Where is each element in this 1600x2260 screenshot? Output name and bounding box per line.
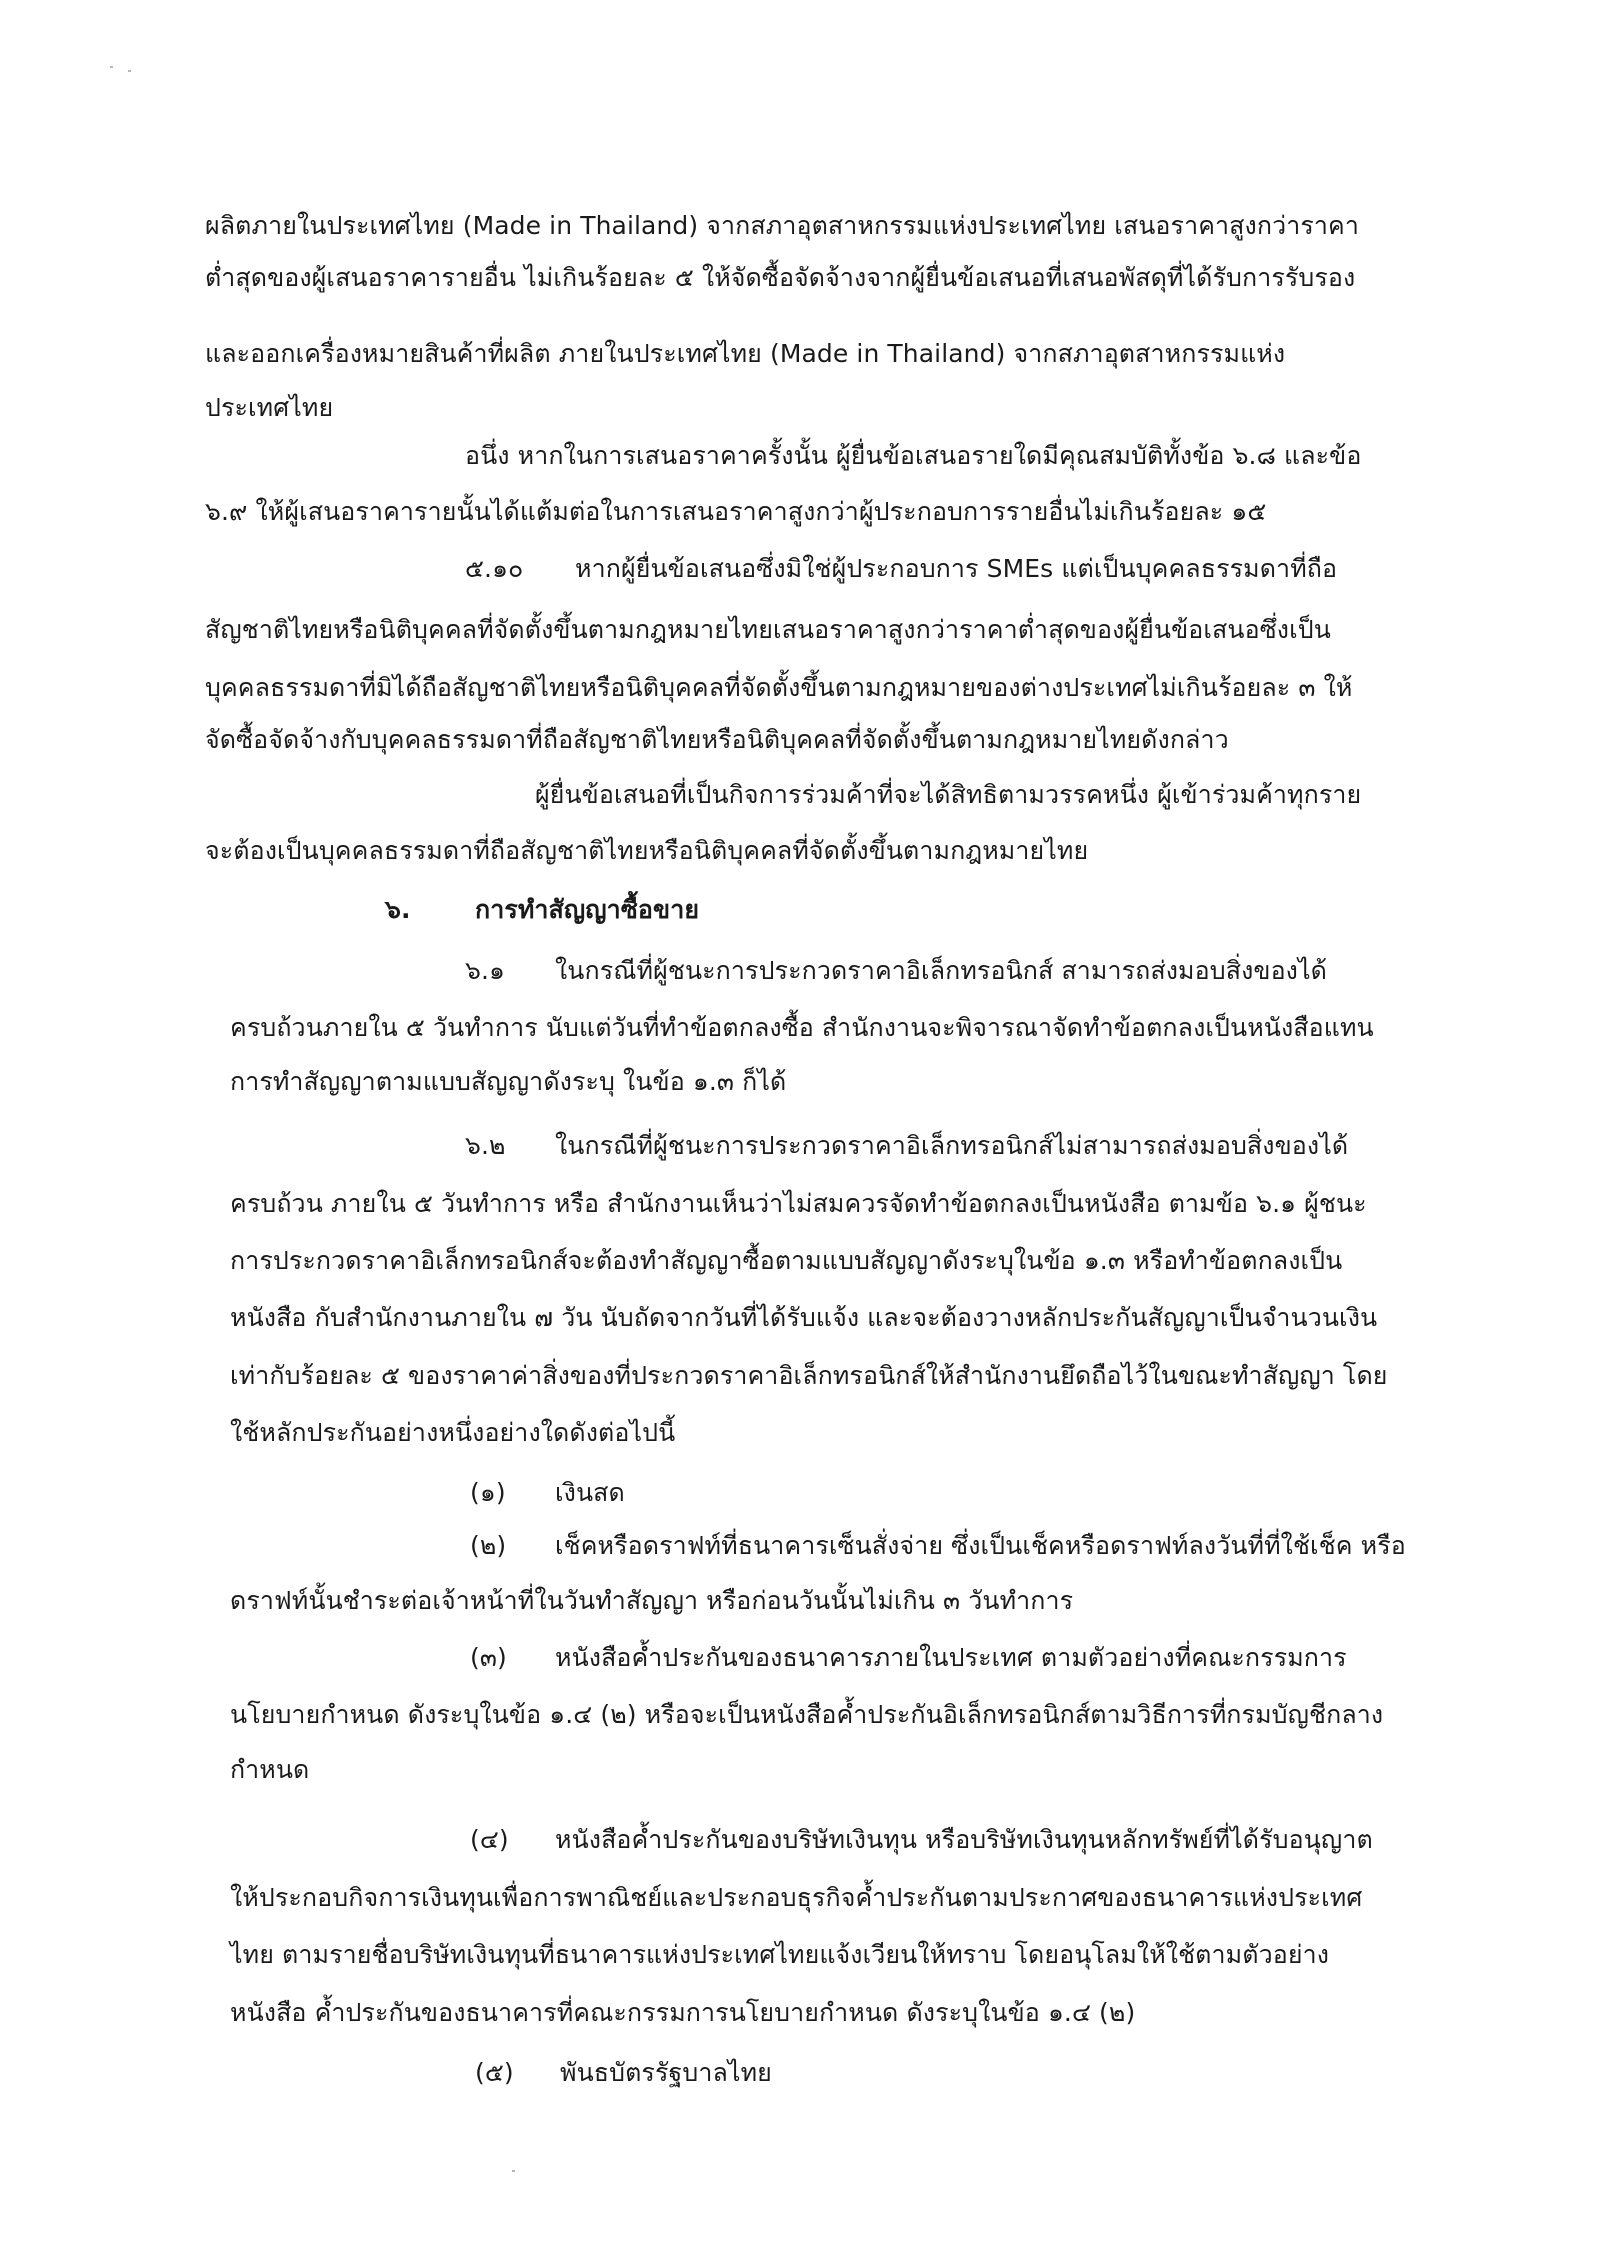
paragraph-line: ครบถ้วน ภายใน ๕ วันทำการ หรือ สำนักงานเห็นว่าไม่สมควรจัดทำข้อตกลงเป็นหนังสือ ตามข้อ ๖.๑ ผู้ชนะ	[230, 1189, 1367, 1218]
option-number: (๓)	[470, 1643, 507, 1672]
paragraph-line: การประกวดราคาอิเล็กทรอนิกส์จะต้องทำสัญญาซื้อตามแบบสัญญาดังระบุในข้อ ๑.๓ หรือทำข้อตกลงเป็น	[230, 1246, 1343, 1275]
paragraph-line: และออกเครื่องหมายสินค้าที่ผลิต ภายในประเทศไทย (Made in Thailand) จากสภาอุตสาหกรรมแห่ง	[205, 339, 1286, 368]
option-text: หนังสือค้ำประกันของบริษัทเงินทุน หรือบริษัทเงินทุนหลักทรัพย์ที่ได้รับอนุญาต	[555, 1825, 1373, 1854]
option-number: (๔)	[470, 1825, 509, 1854]
paragraph-line: ไทย ตามรายชื่อบริษัทเงินทุนที่ธนาคารแห่งประเทศไทยแจ้งเวียนให้ทราบ โดยอนุโลมให้ใช้ตามตัวอย่าง	[230, 1940, 1330, 1969]
section-number: ๖.	[385, 895, 411, 924]
paragraph-line: ครบถ้วนภายใน ๕ วันทำการ นับแต่วันที่ทำข้อตกลงซื้อ สำนักงานจะพิจารณาจัดทำข้อตกลงเป็นหนังสือแทน	[230, 1013, 1374, 1042]
scan-speck	[110, 66, 113, 68]
paragraph-line: ใช้หลักประกันอย่างหนึ่งอย่างใดดังต่อไปนี้	[230, 1418, 676, 1447]
clause-5-10	[465, 551, 1337, 587]
option-text: เช็คหรือดราฟท์ที่ธนาคารเซ็นสั่งจ่าย ซึ่งเป็นเช็คหรือดราฟท์ลงวันที่ที่ใช้เช็ค หรือ	[555, 1531, 1406, 1560]
paragraph-line: อนึ่ง หากในการเสนอราคาครั้งนั้น ผู้ยื่นข้อเสนอรายใดมีคุณสมบัติทั้งข้อ ๖.๘ และข้อ	[465, 441, 1362, 470]
paragraph-line: จะต้องเป็นบุคคลธรรมดาที่ถือสัญชาติไทยหรือนิติบุคคลที่จัดตั้งขึ้นตามกฎหมายไทย	[205, 836, 1089, 865]
section-6-heading	[385, 892, 699, 928]
option-1	[470, 1475, 625, 1511]
clause-number: ๕.๑๐	[465, 554, 524, 583]
paragraph-line: ต่ำสุดของผู้เสนอราคารายอื่น ไม่เกินร้อยละ ๕ ให้จัดซื้อจัดจ้างจากผู้ยื่นข้อเสนอที่เสนอพัสดุที่ได้รับการรับรอง	[205, 263, 1356, 292]
clause-text: ในกรณีที่ผู้ชนะการประกวดราคาอิเล็กทรอนิกส์ สามารถส่งมอบสิ่งของได้	[555, 956, 1327, 985]
paragraph-line: กำหนด	[230, 1755, 310, 1784]
clause-number: ๖.๑	[465, 956, 505, 985]
option-text: พันธบัตรรัฐบาลไทย	[560, 2058, 772, 2087]
paragraph-line: สัญชาติไทยหรือนิติบุคคลที่จัดตั้งขึ้นตามกฎหมายไทยเสนอราคาสูงกว่าราคาต่ำสุดของผู้ยื่นข้อเสนอซึ่งเป็น	[205, 615, 1331, 644]
option-text: เงินสด	[555, 1478, 625, 1507]
paragraph-line: หนังสือ ค้ำประกันของธนาคารที่คณะกรรมการนโยบายกำหนด ดังระบุในข้อ ๑.๔ (๒)	[230, 1998, 1136, 2027]
scan-speck	[512, 2170, 515, 2172]
paragraph-line: ประเทศไทย	[205, 393, 334, 422]
paragraph-line: เท่ากับร้อยละ ๕ ของราคาค่าสิ่งของที่ประกวดราคาอิเล็กทรอนิกส์ให้สำนักงานยึดถือไว้ในขณะทำสัญญา โดย	[230, 1361, 1388, 1390]
option-number: (๕)	[475, 2058, 514, 2087]
paragraph-line: ดราฟท์นั้นชำระต่อเจ้าหน้าที่ในวันทำสัญญา หรือก่อนวันนั้นไม่เกิน ๓ วันทำการ	[230, 1586, 1074, 1615]
paragraph-line: ผู้ยื่นข้อเสนอที่เป็นกิจการร่วมค้าที่จะได้สิทธิตามวรรคหนึ่ง ผู้เข้าร่วมค้าทุกราย	[535, 780, 1362, 809]
paragraph-line: นโยบายกำหนด ดังระบุในข้อ ๑.๔ (๒) หรือจะเป็นหนังสือค้ำประกันอิเล็กทรอนิกส์ตามวิธีการที่กรมบัญชีกลาง	[230, 1700, 1384, 1729]
clause-text: หากผู้ยื่นข้อเสนอซึ่งมิใช่ผู้ประกอบการ SMEs แต่เป็นบุคคลธรรมดาที่ถือ	[575, 554, 1338, 583]
option-number: (๑)	[470, 1478, 506, 1507]
section-title: การทำสัญญาซื้อขาย	[475, 895, 700, 924]
scan-speck	[128, 70, 131, 72]
option-4	[470, 1822, 1373, 1858]
clause-number: ๖.๒	[465, 1131, 506, 1160]
clause-6-2	[465, 1128, 1348, 1164]
paragraph-line: ให้ประกอบกิจการเงินทุนเพื่อการพาณิชย์และประกอบธุรกิจค้ำประกันตามประกาศของธนาคารแห่งประเทศ	[230, 1883, 1363, 1912]
clause-text: ในกรณีที่ผู้ชนะการประกวดราคาอิเล็กทรอนิกส์ไม่สามารถส่งมอบสิ่งของได้	[555, 1131, 1349, 1160]
paragraph-line: ๖.๙ ให้ผู้เสนอราคารายนั้นได้แต้มต่อในการเสนอราคาสูงกว่าผู้ประกอบการรายอื่นไม่เกินร้อยละ ๑๕	[205, 497, 1267, 526]
option-text: หนังสือค้ำประกันของธนาคารภายในประเทศ ตามตัวอย่างที่คณะกรรมการ	[555, 1643, 1347, 1672]
paragraph-line: บุคคลธรรมดาที่มิได้ถือสัญชาติไทยหรือนิติบุคคลที่จัดตั้งขึ้นตามกฎหมายของต่างประเทศไม่เกินร้อยละ ๓ ให้	[205, 673, 1353, 702]
option-3	[470, 1640, 1347, 1676]
option-number: (๒)	[470, 1531, 507, 1560]
paragraph-line: จัดซื้อจัดจ้างกับบุคคลธรรมดาที่ถือสัญชาติไทยหรือนิติบุคคลที่จัดตั้งขึ้นตามกฎหมายไทยดังกล่าว	[205, 725, 1229, 754]
paragraph-line: หนังสือ กับสำนักงานภายใน ๗ วัน นับถัดจากวันที่ได้รับแจ้ง และจะต้องวางหลักประกันสัญญาเป็นจำนวนเงิน	[230, 1303, 1378, 1332]
paragraph-line: ผลิตภายในประเทศไทย (Made in Thailand) จากสภาอุตสาหกรรมแห่งประเทศไทย เสนอราคาสูงกว่าราคา	[205, 211, 1359, 240]
option-2	[470, 1528, 1406, 1564]
option-5	[475, 2055, 772, 2091]
paragraph-line: การทำสัญญาตามแบบสัญญาดังระบุ ในข้อ ๑.๓ ก็ได้	[230, 1067, 787, 1096]
clause-6-1	[465, 953, 1327, 989]
